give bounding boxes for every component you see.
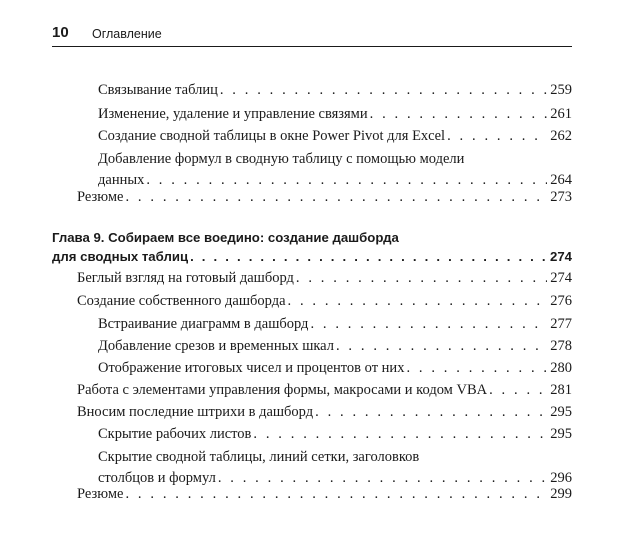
running-header-title: Оглавление bbox=[92, 27, 162, 41]
toc-entry-title: Добавление срезов и временных шкал bbox=[98, 338, 334, 354]
toc-entry bbox=[77, 402, 572, 423]
toc-entry bbox=[77, 380, 572, 401]
toc-entry-page: 299 bbox=[550, 486, 572, 502]
running-header bbox=[52, 24, 572, 47]
toc-entry bbox=[98, 314, 572, 335]
toc-entry bbox=[77, 291, 572, 312]
toc-entry-page: 261 bbox=[550, 106, 572, 122]
toc-entry-title: Связывание таблиц bbox=[98, 82, 218, 98]
toc-entry-page: 295 bbox=[550, 404, 572, 420]
toc-entry-page: 273 bbox=[550, 189, 572, 205]
toc-entry-page: 296 bbox=[550, 470, 572, 486]
toc-leader-dots bbox=[190, 247, 548, 266]
toc-leader-dots bbox=[125, 484, 547, 505]
toc-entry bbox=[77, 187, 572, 208]
chapter-title-line2: для сводных таблиц bbox=[52, 249, 189, 264]
toc-entry-title-line1: Добавление формул в сводную таблицу с помощью модели bbox=[98, 151, 465, 167]
toc-entry-page: 274 bbox=[550, 270, 572, 286]
toc-entry-title: Работа с элементами управления формы, макросами и кодом VBA bbox=[77, 382, 488, 398]
toc-leader-dots bbox=[336, 336, 547, 357]
page-number: 10 bbox=[52, 24, 69, 41]
toc-entry-title: столбцов и формул bbox=[98, 470, 216, 486]
toc-entry bbox=[98, 358, 572, 379]
toc-entry-page: 264 bbox=[550, 172, 572, 188]
toc-entry-page: 280 bbox=[550, 360, 572, 376]
toc-leader-dots bbox=[489, 380, 547, 401]
toc-entry-page: 262 bbox=[550, 128, 572, 144]
toc-entry bbox=[98, 149, 572, 191]
toc-entry bbox=[98, 126, 572, 147]
toc-entry-title: Вносим последние штрихи в дашборд bbox=[77, 404, 314, 420]
toc-entry-title: Встраивание диаграмм в дашборд bbox=[98, 316, 309, 332]
toc-leader-dots bbox=[315, 402, 547, 423]
toc-entry bbox=[98, 104, 572, 125]
toc-entry-title: Создание собственного дашборда bbox=[77, 293, 286, 309]
toc-leader-dots bbox=[288, 291, 548, 312]
toc-entry-page: 295 bbox=[550, 426, 572, 442]
toc-entry-title: Скрытие рабочих листов bbox=[98, 426, 252, 442]
toc-entry bbox=[98, 424, 572, 445]
toc-leader-dots bbox=[310, 314, 547, 335]
chapter-heading bbox=[52, 228, 572, 266]
toc-leader-dots bbox=[125, 187, 547, 208]
toc-entry-title: Создание сводной таблицы в окне Power Pivot для Excel bbox=[98, 128, 446, 144]
toc-entry bbox=[98, 336, 572, 357]
toc-entry-title: Беглый взгляд на готовый дашборд bbox=[77, 270, 294, 286]
toc-entry-title: Резюме bbox=[77, 486, 124, 502]
toc-entry-title: Резюме bbox=[77, 189, 124, 205]
toc-entry-title: данных bbox=[98, 172, 145, 188]
chapter-page: 274 bbox=[549, 249, 572, 264]
toc-entry bbox=[77, 484, 572, 505]
toc-entry bbox=[98, 447, 572, 489]
toc-leader-dots bbox=[406, 358, 547, 379]
toc-leader-dots bbox=[220, 80, 547, 101]
toc-leader-dots bbox=[253, 424, 547, 445]
toc-entry-page: 277 bbox=[550, 316, 572, 332]
toc-entry bbox=[77, 268, 572, 289]
toc-entry-title: Отображение итоговых чисел и процентов от них bbox=[98, 360, 405, 376]
toc-entry-page: 276 bbox=[550, 293, 572, 309]
toc-entry bbox=[98, 80, 572, 101]
toc-leader-dots bbox=[296, 268, 547, 289]
toc-leader-dots bbox=[447, 126, 547, 147]
chapter-title-line1: Глава 9. Собираем все воедино: создание дашборда bbox=[52, 230, 399, 245]
toc-entry-page: 281 bbox=[550, 382, 572, 398]
toc-entry-page: 259 bbox=[550, 82, 572, 98]
toc-entry-title: Изменение, удаление и управление связями bbox=[98, 106, 368, 122]
toc-entry-title-line1: Скрытие сводной таблицы, линий сетки, заголовков bbox=[98, 449, 420, 465]
toc-leader-dots bbox=[370, 104, 548, 125]
toc-entry-page: 278 bbox=[550, 338, 572, 354]
